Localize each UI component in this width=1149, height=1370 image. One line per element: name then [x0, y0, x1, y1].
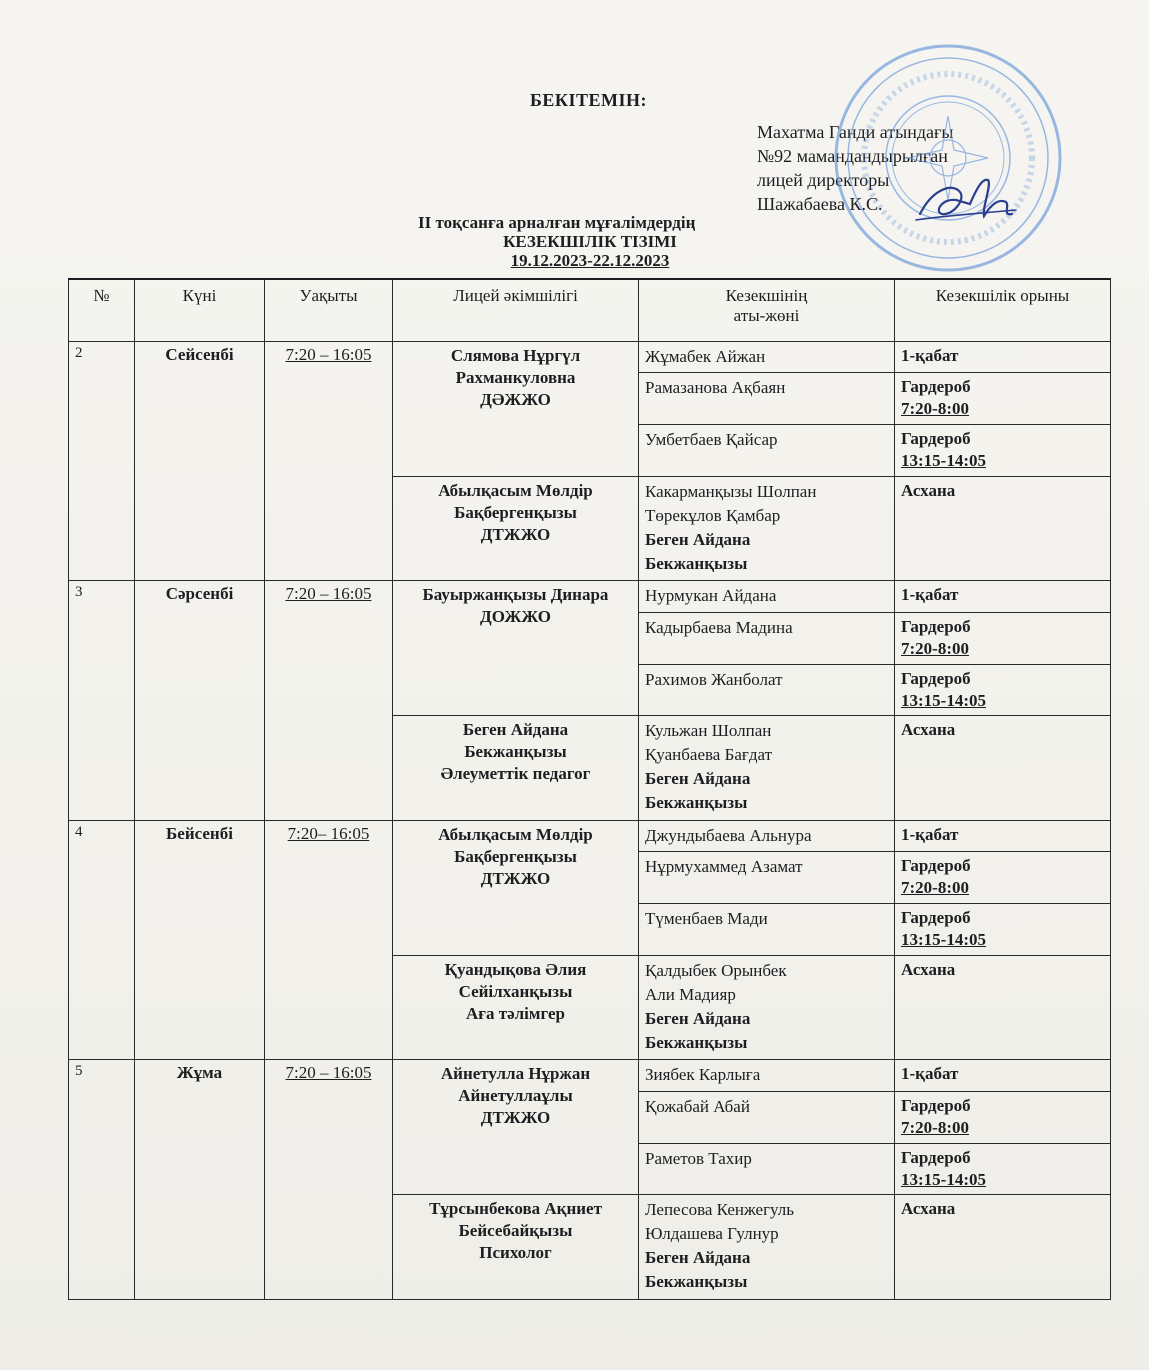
- day-number: 2: [69, 342, 135, 581]
- day-number: 3: [69, 581, 135, 820]
- admin-line: Абылқасым Мөлдір: [438, 824, 593, 844]
- admin-cell: [393, 581, 639, 716]
- table-row: [69, 342, 1111, 373]
- admin-line: Рахманкуловна: [455, 368, 576, 387]
- table-row: [69, 1060, 1111, 1091]
- header-duty: [639, 279, 895, 342]
- admin-line: Тұрсынбекова Ақниет: [429, 1199, 602, 1219]
- duty-person: Зиябек Карлыға: [645, 1065, 761, 1085]
- duty-place: 1-қабат: [901, 1064, 959, 1084]
- duty-place: 13:15-14:05: [901, 451, 986, 471]
- duty-person-bold: Беген Айдана: [645, 1008, 751, 1028]
- duty-person: Қуанбаева Бағдат: [645, 745, 773, 765]
- admin-line: Айнетулла Нұржан: [440, 1064, 591, 1084]
- duty-person-cell: [639, 425, 895, 477]
- duty-person-cell: [639, 955, 895, 1060]
- duty-person: Қалдыбек Орынбек: [645, 960, 787, 980]
- duty-person: Рахимов Жанболат: [645, 669, 783, 689]
- duty-time: 7:20 – 16:05: [285, 345, 372, 364]
- duty-time-cell: [265, 820, 393, 1059]
- table-row: [69, 581, 1111, 612]
- duty-place-cell: [895, 373, 1111, 425]
- admin-cell: [393, 342, 639, 477]
- day-number: 4: [69, 820, 135, 1059]
- day-name: Сәрсенбі: [135, 581, 265, 820]
- duty-place-cell: [895, 716, 1111, 821]
- duty-person: Какарманқызы Шолпан: [645, 481, 817, 501]
- duty-person-bold: Беген Айдана: [645, 769, 751, 789]
- duty-place: 13:15-14:05: [901, 1169, 986, 1189]
- admin-line: Қуандықова Әлия: [444, 959, 587, 979]
- signature: [912, 170, 1022, 230]
- duty-person: Түменбаев Мади: [645, 909, 768, 929]
- admin-line: Абылқасым Мөлдір: [438, 480, 593, 500]
- duty-person-bold: Беген Айдана: [645, 1248, 751, 1268]
- duty-place: 7:20-8:00: [901, 1117, 969, 1137]
- admin-line: Бақбергенқызы: [454, 502, 577, 522]
- duty-person-bold: Бекжанқызы: [645, 553, 748, 573]
- duty-person-cell: [639, 820, 895, 851]
- admin-line: Психолог: [479, 1243, 552, 1263]
- duty-place-cell: [895, 1195, 1111, 1300]
- duty-time-cell: [265, 1060, 393, 1300]
- duty-place: Гардероб: [901, 668, 971, 688]
- duty-place: Гардероб: [901, 429, 971, 449]
- duty-place: Гардероб: [901, 377, 971, 397]
- header-duty-line-1: Кезекшінің: [725, 286, 808, 305]
- admin-line: Бауыржанқызы Динара: [422, 585, 609, 605]
- duty-place-cell: [895, 955, 1111, 1060]
- duty-time: 7:20 – 16:05: [285, 584, 372, 604]
- title-line-2: КЕЗЕКШІЛІК ТІЗІМІ: [503, 232, 677, 251]
- admin-line: Бейсебайқызы: [458, 1221, 573, 1241]
- duty-place-cell: [895, 904, 1111, 956]
- duty-place-cell: [895, 1091, 1111, 1143]
- duty-person: Юлдашева Гулнур: [645, 1224, 779, 1244]
- admin-line: Беген Айдана: [462, 720, 569, 740]
- duty-place: 1-қабат: [901, 585, 959, 605]
- admin-cell: [393, 716, 639, 821]
- admin-line: Аға тәлімгер: [466, 1003, 565, 1023]
- duty-person-cell: [639, 581, 895, 612]
- duty-place-cell: [895, 1143, 1111, 1195]
- official-stamp: [828, 38, 1068, 278]
- admin-line: ДТЖЖО: [480, 868, 551, 888]
- duty-person-cell: [639, 904, 895, 956]
- duty-place: Асхана: [901, 1199, 956, 1219]
- duty-person: Кульжан Шолпан: [645, 721, 772, 741]
- duty-person-cell: [639, 1143, 895, 1195]
- approver-line: лицей директоры: [757, 170, 890, 190]
- duty-person: Лепесова Кенжегуль: [645, 1200, 795, 1220]
- duty-person: Али Мадияр: [645, 984, 736, 1004]
- duty-place: Гардероб: [901, 908, 971, 928]
- admin-line: ДӘЖЖО: [480, 390, 551, 409]
- duty-person-cell: [639, 664, 895, 716]
- table-row: [69, 820, 1111, 851]
- duty-place-cell: [895, 612, 1111, 664]
- duty-person: Жұмабек Айжан: [645, 347, 766, 366]
- admin-line: ДОЖЖО: [480, 607, 551, 627]
- header-admin: Лицей әкімшілігі: [393, 279, 639, 342]
- duty-place: 1-қабат: [901, 824, 959, 844]
- day-name: Бейсенбі: [135, 820, 265, 1059]
- duty-person: Раметов Тахир: [645, 1148, 752, 1168]
- admin-cell: [393, 955, 639, 1060]
- duty-time: 7:20 – 16:05: [285, 1063, 372, 1083]
- header-time: Уақыты: [265, 279, 393, 342]
- duty-person-cell: [639, 612, 895, 664]
- duty-place-cell: [895, 476, 1111, 581]
- duty-person-cell: [639, 1195, 895, 1300]
- duty-place: Гардероб: [901, 1095, 971, 1115]
- duty-person-bold: Бекжанқызы: [645, 1272, 748, 1292]
- duty-place-cell: [895, 581, 1111, 612]
- duty-person-bold: Беген Айдана: [645, 529, 751, 549]
- duty-person-bold: Бекжанқызы: [645, 793, 748, 813]
- document-title: [330, 213, 850, 270]
- admin-line: Айнетуллаұлы: [458, 1086, 573, 1106]
- duty-person-cell: [639, 476, 895, 581]
- admin-cell: [393, 820, 639, 955]
- duty-person: Төрекұлов Қамбар: [645, 505, 781, 525]
- duty-place: 7:20-8:00: [901, 638, 969, 658]
- duty-person-cell: [639, 852, 895, 904]
- duty-person: Кадырбаева Мадина: [645, 617, 793, 637]
- duty-place-cell: [895, 664, 1111, 716]
- approver-name: Шажабаева К.С.: [757, 194, 883, 214]
- duty-place: 7:20-8:00: [901, 399, 969, 419]
- admin-line: ДТЖЖО: [480, 524, 551, 544]
- table-header-row: [69, 279, 1111, 342]
- title-date-range: 19.12.2023-22.12.2023: [510, 251, 670, 270]
- duty-place-cell: [895, 1060, 1111, 1091]
- duty-person: Джундыбаева Альнура: [645, 825, 812, 845]
- duty-time: 7:20– 16:05: [287, 823, 370, 843]
- table-body: [69, 342, 1111, 1300]
- header-num: №: [69, 279, 135, 342]
- duty-person: Рамазанова Ақбаян: [645, 378, 786, 398]
- day-number: 5: [69, 1060, 135, 1300]
- duty-place-cell: [895, 425, 1111, 477]
- admin-line: ДТЖЖО: [480, 1108, 551, 1128]
- duty-person-cell: [639, 1091, 895, 1143]
- header-place: Кезекшілік орыны: [895, 279, 1111, 342]
- duty-person-cell: [639, 342, 895, 373]
- duty-time-cell: [265, 342, 393, 581]
- duty-place: 7:20-8:00: [901, 878, 969, 898]
- duty-person: Нұрмухаммед Азамат: [645, 857, 803, 877]
- duty-place: Асхана: [901, 480, 956, 500]
- duty-schedule-table: [68, 278, 1111, 1300]
- duty-person: Умбетбаев Қайсар: [645, 430, 778, 450]
- duty-place: Гардероб: [901, 616, 971, 636]
- duty-person-bold: Бекжанқызы: [645, 1032, 748, 1052]
- duty-place: Гардероб: [901, 1147, 971, 1167]
- duty-place-cell: [895, 342, 1111, 373]
- duty-place: 1-қабат: [901, 346, 959, 365]
- admin-cell: [393, 476, 639, 581]
- duty-person-cell: [639, 716, 895, 821]
- approver-line: №92 мамандандырылған: [757, 146, 948, 166]
- admin-line: Бақбергенқызы: [454, 846, 577, 866]
- admin-line: Әлеуметтік педагог: [440, 764, 591, 784]
- day-name: Жұма: [135, 1060, 265, 1300]
- duty-place: 13:15-14:05: [901, 930, 986, 950]
- header-day: Күні: [135, 279, 265, 342]
- duty-place: 13:15-14:05: [901, 690, 986, 710]
- duty-place-cell: [895, 852, 1111, 904]
- admin-cell: [393, 1195, 639, 1300]
- duty-person: Қожабай Абай: [645, 1096, 750, 1116]
- admin-line: Сейілханқызы: [458, 981, 573, 1001]
- duty-place: Асхана: [901, 959, 956, 979]
- duty-person: Нурмукан Айдана: [645, 586, 777, 606]
- duty-person-cell: [639, 1060, 895, 1091]
- duty-place: Гардероб: [901, 856, 971, 876]
- title-line-1: ІІ тоқсанға арналған мұғалімдердің: [418, 213, 696, 232]
- duty-place: Асхана: [901, 720, 956, 740]
- admin-line: Слямова Нұргүл: [450, 346, 581, 365]
- admin-line: Бекжанқызы: [464, 742, 567, 762]
- admin-cell: [393, 1060, 639, 1195]
- duty-place-cell: [895, 820, 1111, 851]
- header-duty-line-2: аты-жөні: [733, 306, 800, 325]
- approver-line: Махатма Ганди атындағы: [757, 122, 954, 142]
- duty-person-cell: [639, 373, 895, 425]
- duty-time-cell: [265, 581, 393, 820]
- day-name: Сейсенбі: [135, 342, 265, 581]
- approve-heading: БЕКІТЕМІН:: [530, 90, 647, 110]
